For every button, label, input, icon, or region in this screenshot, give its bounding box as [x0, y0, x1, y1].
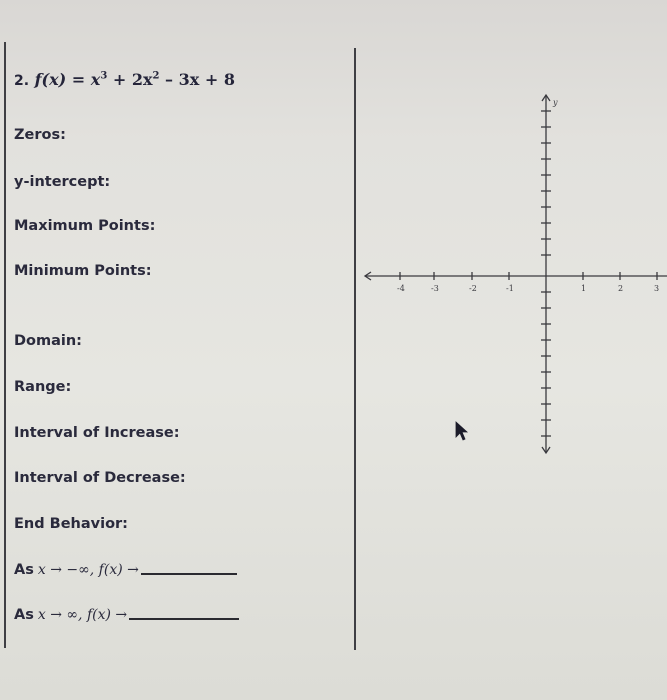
maximum-points-label: Maximum Points: [14, 218, 156, 234]
x-tick-label: -4 [397, 284, 405, 293]
x-tick-label: -1 [506, 284, 514, 293]
x-tick-label: 2 [618, 284, 624, 293]
as-text: As [14, 562, 34, 578]
as-text: As [14, 607, 34, 623]
end-behavior-label: End Behavior: [14, 516, 128, 532]
term-rest: – 3x + 8 [165, 70, 235, 89]
minimum-points-label: Minimum Points: [14, 263, 152, 279]
answer-blank-pos[interactable] [129, 617, 239, 620]
answer-blank-neg[interactable] [141, 572, 237, 575]
limit-expression: x → ∞, f(x) → [37, 607, 128, 623]
x-tick-label: 3 [654, 284, 660, 293]
domain-label: Domain: [14, 333, 82, 349]
term-2x: + 2x [107, 70, 153, 89]
problem-number: 2. [14, 73, 30, 89]
end-behavior-pos-infinity [14, 607, 239, 623]
mouse-pointer-icon [455, 421, 469, 441]
coordinate-plane [355, 85, 667, 460]
function-lhs: f(x) [34, 70, 67, 89]
limit-expression: x → −∞, f(x) → [37, 562, 139, 578]
range-label: Range: [14, 379, 72, 395]
zeros-label: Zeros: [14, 127, 66, 143]
exponent-3: 3 [100, 70, 108, 82]
y-axis-label: y [553, 98, 558, 107]
interval-decrease-label: Interval of Decrease: [14, 470, 186, 486]
interval-increase-label: Interval of Increase: [14, 425, 180, 441]
term-x: x [90, 70, 101, 89]
problem-statement [14, 70, 235, 89]
x-tick-label: 1 [581, 284, 587, 293]
end-behavior-neg-infinity [14, 562, 237, 578]
equals-sign: = [71, 70, 86, 89]
x-tick-label: -2 [469, 284, 477, 293]
y-intercept-label: y-intercept: [14, 174, 111, 190]
left-border [4, 42, 6, 648]
exponent-2: 2 [152, 70, 160, 82]
x-tick-label: -3 [431, 284, 439, 293]
